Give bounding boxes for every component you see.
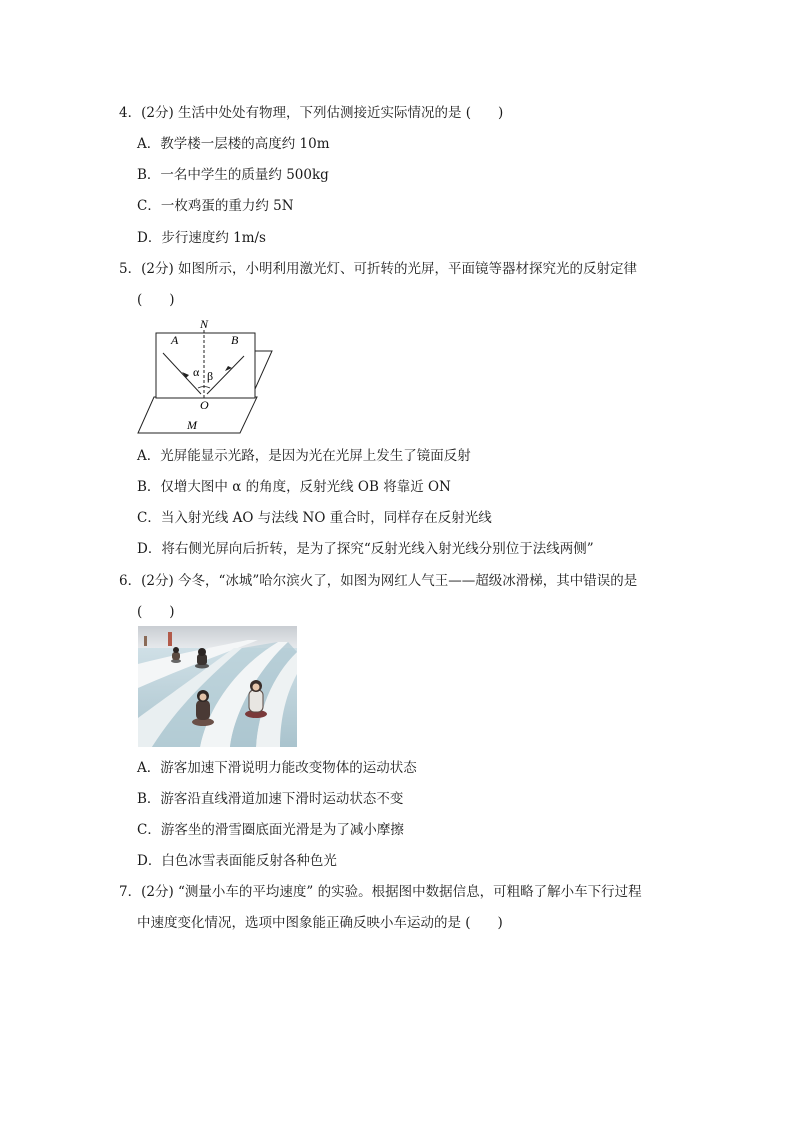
question-5-option-a: A．光屏能显示光路，是因为光在光屏上发生了镜面反射 — [137, 448, 471, 464]
question-4-option-a: A．教学楼一层楼的高度约 10m — [137, 136, 330, 152]
question-6-option-b: B．游客沿直线滑道加速下滑时运动状态不变 — [137, 791, 404, 807]
question-7-stem-continued: 中速度变化情况，选项中图象能正确反映小车运动的是 ( ) — [137, 915, 503, 931]
question-6-stem: 6．(2分) 今冬，“冰城”哈尔滨火了，如图为网红人气王——超级冰滑梯，其中错误的是 — [119, 573, 638, 589]
question-5-stem: 5．(2分) 如图所示，小明利用激光灯、可折转的光屏，平面镜等器材探究光的反射定律 — [119, 261, 638, 277]
question-7-stem: 7．(2分) “测量小车的平均速度” 的实验。根据图中数据信息，可粗略了解小车下行过程 — [119, 884, 642, 900]
question-6-answer-bracket: ( ) — [137, 604, 175, 620]
ice-slide-photo — [138, 626, 297, 747]
question-6-option-a: A．游客加速下滑说明力能改变物体的运动状态 — [137, 760, 417, 776]
label-o: O — [200, 398, 209, 412]
question-4-option-b: B．一名中学生的质量约 500kg — [137, 167, 329, 183]
question-5-answer-bracket: ( ) — [137, 292, 175, 308]
label-alpha: α — [193, 365, 200, 379]
label-m: M — [187, 418, 197, 432]
question-4-option-c: C．一枚鸡蛋的重力约 5N — [137, 198, 294, 214]
label-n: N — [200, 317, 209, 331]
question-4-stem: 4．(2分) 生活中处处有物理，下列估测接近实际情况的是 ( ) — [119, 105, 504, 121]
label-b: B — [231, 333, 239, 347]
question-5-option-c: C．当入射光线 AO 与法线 NO 重合时，同样存在反射光线 — [137, 510, 492, 526]
reflection-experiment-figure — [134, 314, 278, 436]
question-6-option-c: C．游客坐的滑雪圈底面光滑是为了减小摩擦 — [137, 822, 404, 838]
label-beta: β — [207, 369, 214, 383]
question-4-option-d: D．步行速度约 1m/s — [137, 230, 266, 246]
question-5-option-d: D．将右侧光屏向后折转，是为了探究“反射光线入射光线分别位于法线两侧” — [137, 541, 594, 557]
question-6-option-d: D．白色冰雪表面能反射各种色光 — [137, 853, 337, 869]
question-5-option-b: B．仅增大图中 α 的角度，反射光线 OB 将靠近 ON — [137, 479, 451, 495]
label-a: A — [171, 333, 179, 347]
